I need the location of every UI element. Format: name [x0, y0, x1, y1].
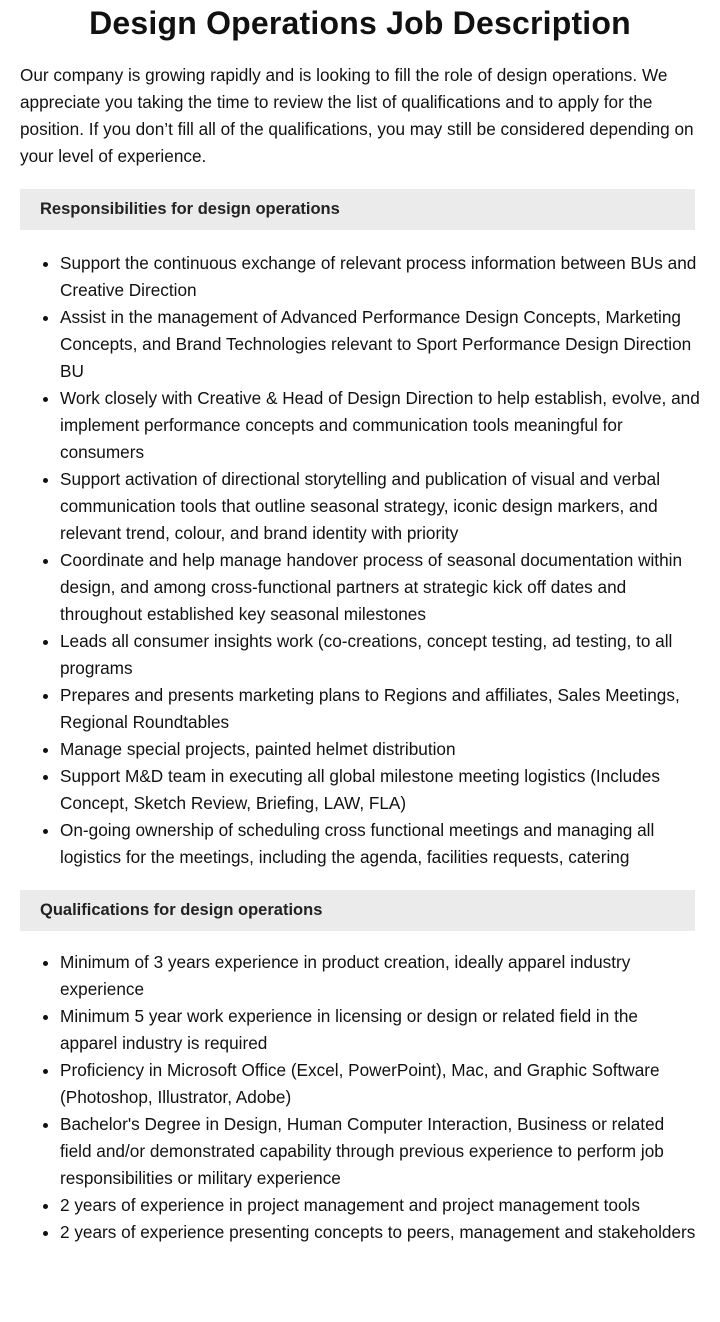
page-title: Design Operations Job Description	[89, 5, 631, 41]
intro-paragraph: Our company is growing rapidly and is looking to fill the role of design operations. We appreciate you taking the time to review the list of qualifications and to apply for the position. If you don’t fill all of the qualifications, you may still be considered depending on your level of experience.	[20, 65, 694, 166]
list-item: • Coordinate and help manage handover process of seasonal documentation within design, and among cross-functional partners at strategic kick off dates and throughout established key seasonal milestones	[60, 547, 700, 628]
list-item: • Minimum of 3 years experience in product creation, ideally apparel industry experience	[60, 949, 700, 1003]
list-item: • Support activation of directional storytelling and publication of visual and verbal communication tools that outline seasonal strategy, iconic design markers, and relevant trend, colour, and brand identity with priority	[60, 466, 700, 547]
list-item: • Proficiency in Microsoft Office (Excel, PowerPoint), Mac, and Graphic Software (Photoshop, Illustrator, Adobe)	[60, 1057, 700, 1111]
list-item: • 2 years of experience in project management and project management tools	[60, 1192, 700, 1219]
list-item: • On-going ownership of scheduling cross functional meetings and managing all logistics for the meetings, including the agenda, facilities requests, catering	[60, 817, 700, 871]
responsibilities-list	[0, 250, 700, 871]
list-item: • Minimum 5 year work experience in licensing or design or related field in the apparel industry is required	[60, 1003, 700, 1057]
responsibilities-heading: Responsibilities for design operations	[20, 189, 695, 230]
list-item: • Bachelor's Degree in Design, Human Computer Interaction, Business or related field and/or demonstrated capability through previous experience to perform job responsibilities or military experience	[60, 1111, 700, 1192]
list-item: • Support the continuous exchange of relevant process information between BUs and Creative Direction	[60, 250, 700, 304]
list-item: • Manage special projects, painted helmet distribution	[60, 736, 700, 763]
qualifications-list	[0, 949, 700, 1246]
list-item: • Assist in the management of Advanced Performance Design Concepts, Marketing Concepts, and Brand Technologies relevant to Sport Performance Design Direction BU	[60, 304, 700, 385]
list-item: • Leads all consumer insights work (co-creations, concept testing, ad testing, to all programs	[60, 628, 700, 682]
list-item: • Prepares and presents marketing plans to Regions and affiliates, Sales Meetings, Regional Roundtables	[60, 682, 700, 736]
list-item: • Support M&D team in executing all global milestone meeting logistics (Includes Concept, Sketch Review, Briefing, LAW, FLA)	[60, 763, 700, 817]
list-item: • Work closely with Creative & Head of Design Direction to help establish, evolve, and implement performance concepts and communication tools meaningful for consumers	[60, 385, 700, 466]
list-item: • 2 years of experience presenting concepts to peers, management and stakeholders	[60, 1219, 700, 1246]
qualifications-heading: Qualifications for design operations	[20, 890, 695, 931]
